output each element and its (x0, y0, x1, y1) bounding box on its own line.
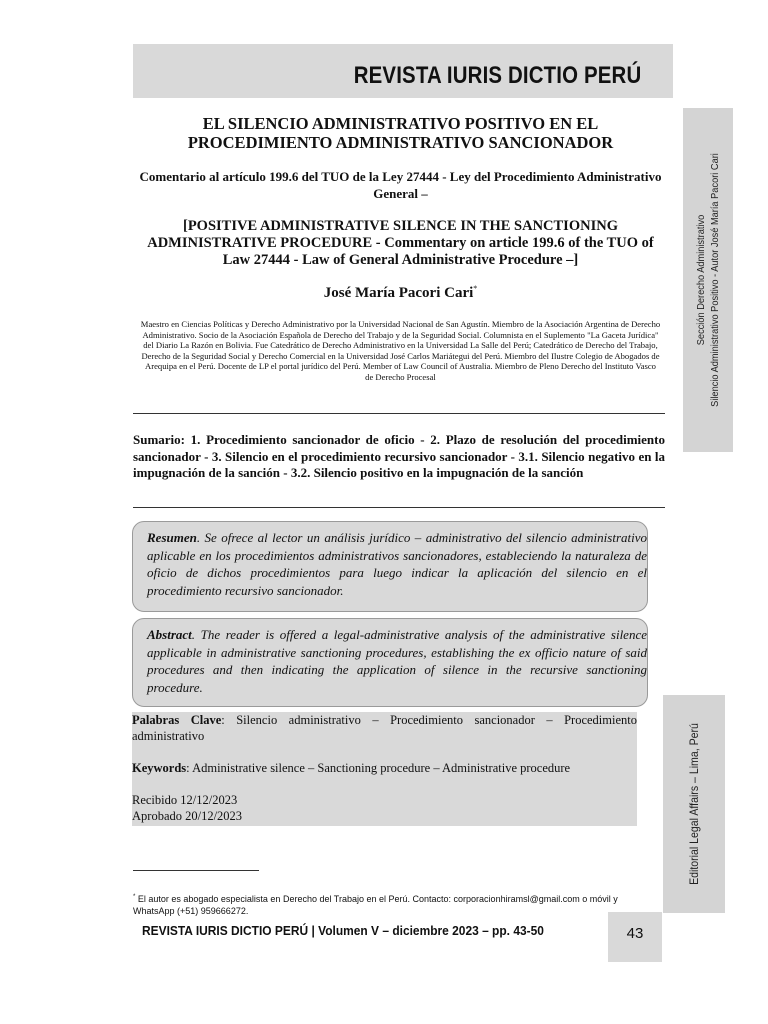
page-number: 43 (626, 925, 644, 942)
summary-divider (133, 507, 665, 508)
abstract-text: . The reader is offered a legal-administrative analysis of the administrative silence applicable in administrative sanctioning procedures, establishing the ex officio nature of said procedures and then indicating the application of silence in the recursive sanctioning procedure. (147, 627, 647, 695)
summary: Sumario: 1. Procedimiento sancionador de oficio - 2. Plazo de resolución del procedimiento sancionador - 3. Silencio en el procedimiento recursivo sancionador - 3.1. Silencio negativo en la impugnación de la sanción - 3.2. Silencio positivo en la impugnación de la sanción (133, 432, 665, 480)
footnote-mark: * (133, 894, 136, 900)
received-date: Recibido 12/12/2023 (132, 793, 238, 807)
keywords (132, 760, 637, 776)
footnote-text: El autor es abogado especialista en Derecho del Trabajo en el Perú. Contacto: corporacionhiramsl@gmail.com o móvil y WhatsApp (+51) 959666272. (133, 894, 618, 916)
palabras-clave (132, 712, 637, 744)
abstract-label: Abstract (147, 627, 192, 642)
palabras-clave-text: : Silencio administrativo – Procedimiento sancionador – Procedimiento administrativo (132, 713, 637, 743)
article-running-title: Silencio Administrativo Positivo - Autor José María Pacori Cari (709, 153, 721, 407)
author-name: José María Pacori Cari (323, 285, 474, 301)
keywords-label: Keywords (132, 761, 187, 775)
publisher-name: Editorial Legal Affairs – Lima, Perú (687, 723, 701, 885)
publisher-side-tab (663, 695, 725, 913)
resumen-label: Resumen (147, 530, 197, 545)
english-title: [POSITIVE ADMINISTRATIVE SILENCE IN THE SANCTIONING ADMINISTRATIVE PROCEDURE - Commentary on article 199.6 of the TUO of Law 27444 - Law of General Administrative Procedure –] (147, 218, 654, 268)
journal-header-bar (133, 44, 673, 98)
footnote (133, 891, 643, 917)
footnote-divider (133, 870, 259, 871)
journal-title: REVISTA IURIS DICTIO PERÚ (353, 62, 641, 89)
page-number-box (608, 912, 662, 962)
section-name: Sección Derecho Administrativo (695, 214, 707, 346)
approved-date: Aprobado 20/12/2023 (132, 809, 243, 823)
article-title-line-1: EL SILENCIO ADMINISTRATIVO POSITIVO EN EL (202, 114, 599, 133)
author-line (133, 284, 668, 302)
keywords-text: : Administrative silence – Sanctioning procedure – Administrative procedure (186, 761, 571, 775)
section-side-tab (683, 108, 733, 452)
palabras-clave-label: Palabras Clave (132, 713, 222, 727)
top-divider (133, 413, 665, 414)
section-side-tab-text (694, 153, 722, 407)
resumen-box (132, 521, 648, 612)
author-footnote-mark: * (473, 284, 478, 293)
author-affiliation: Maestro en Ciencias Políticas y Derecho Administrativo por la Universidad Nacional de San Agustín. Miembro de la Asociación Argentina de Derecho Administrativo. Socio de la Asociación Española de Derecho del Trabajo y de la Seguridad Social. Columnista en el Suplemento "La Gaceta Jurídica" del Diario La Razón en Bolivia. Fue Catedrático de Derecho Administrativo en la Universidad La Salle del Perú; Catedrático de Derecho del Trabajo, Derecho de la Seguridad Social y Derecho Comercial en la Universidad José Carlos Mariátegui del Perú. Miembro del Ilustre Colegio de Abogados de Arequipa en el Perú. Docente de LP el portal jurídico del Perú. Member of Law Council of Australia. Miembro de Pleno Derecho del Instituto Vasco de Derecho Procesal (140, 319, 661, 382)
article-title (133, 114, 668, 152)
resumen-text: . Se ofrece al lector un análisis jurídico – administrativo del silencio administrativo aplicable en los procedimientos administrativos sancionadores, estableciendo la naturaleza de oficio de dichos procedimientos para luego indicar la aplicación del silencio en el procedimiento recursivo sancionador. (147, 530, 647, 598)
article-subtitle: Comentario al artículo 199.6 del TUO de la Ley 27444 - Ley del Procedimiento Administrativo General – (139, 169, 662, 201)
article-title-line-2: PROCEDIMIENTO ADMINISTRATIVO SANCIONADOR (187, 133, 614, 152)
keywords-block (132, 712, 637, 826)
footer-citation: REVISTA IURIS DICTIO PERÚ | Volumen V – diciembre 2023 – pp. 43-50 (142, 923, 544, 938)
abstract-box (132, 618, 648, 707)
